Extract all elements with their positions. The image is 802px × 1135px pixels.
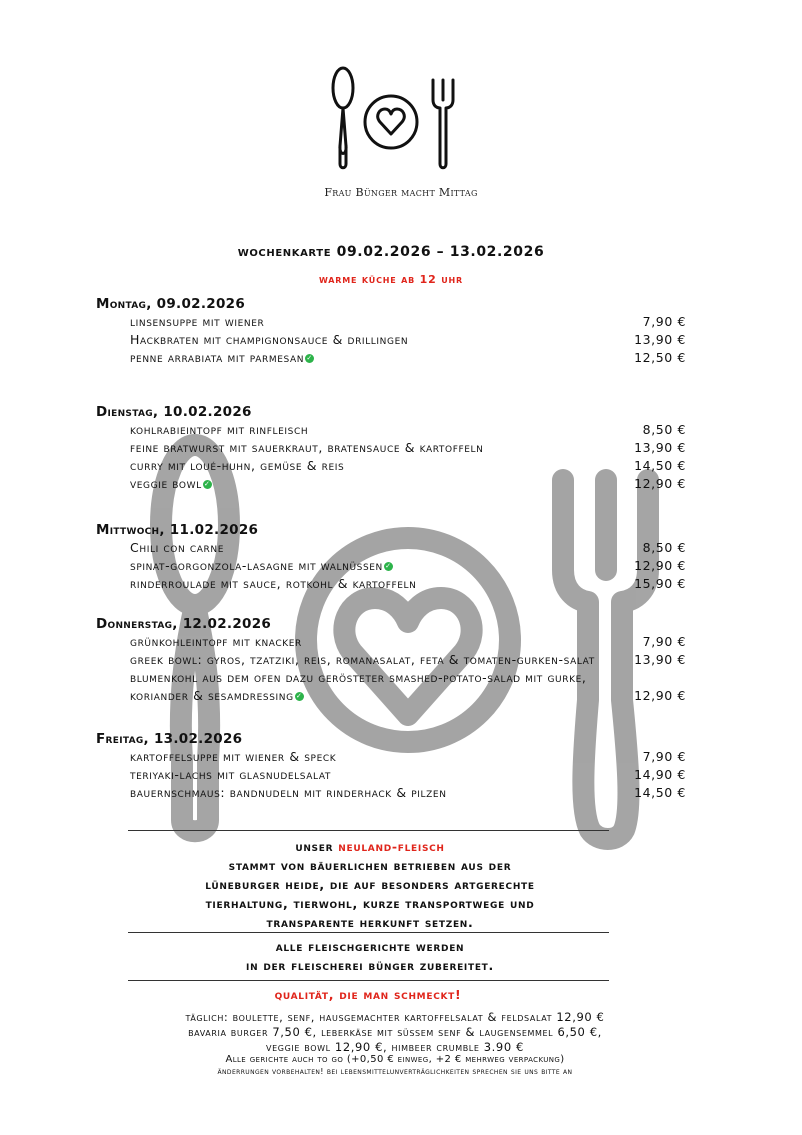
neuland-line: transparente herkunft setzen. [266,915,474,930]
dish-item [96,457,686,475]
dish-item [96,439,686,457]
dish-price: 13,90 € [634,652,686,667]
vegetarian-check-icon: ✓ [204,480,211,488]
day-title: Donnerstag, 12.02.2026 [96,616,272,632]
dish-item [96,766,686,784]
disclaimer: änderrungen vorbehalten! bei lebensmittelunverträglichkeiten sprechen sie uns bitte an [217,1067,573,1076]
butcher-line: in der fleischerei bünger zubereitet. [246,958,494,973]
divider [128,830,609,831]
dish-item [96,421,686,439]
dish-name: Hackbraten mit champignonsauce & drillingen [130,332,409,347]
dish-item [96,331,686,349]
quality-slogan: qualität, die man schmeckt! [274,987,462,1002]
day-thursday [96,615,686,730]
dish-price: 13,90 € [634,332,686,347]
dish-item [96,784,686,802]
dish-name: linsensuppe mit wiener [130,314,265,329]
cutlery-heart-logo-icon [323,66,463,176]
dish-item [96,651,686,669]
dish-price: 12,90 € [634,688,686,703]
day-title: Freitag, 13.02.2026 [96,731,243,747]
daily-line: täglich: boulette, senf, hausgemachter kartoffelsalat & feldsalat 12,90 € [185,1010,605,1024]
dish-price: 8,50 € [642,540,686,555]
day-title: Montag, 09.02.2026 [96,296,246,312]
dish-price: 14,90 € [634,767,686,782]
dish-name: teriyaki-lachs mit glasnudelsalat [130,767,331,782]
day-title: Dienstag, 10.02.2026 [96,404,252,420]
neuland-info [120,837,620,932]
dish-price: 7,90 € [642,314,686,329]
dish-item [96,349,686,367]
day-friday [96,730,686,802]
dish-item [96,313,686,331]
dish-name: grünkohleintopf mit knacker [130,634,302,649]
dish-name: bauernschmaus: bandnudeln mit rinderhack & pilzen [130,785,447,800]
dish-name: curry mit loué-huhn, gemüse & reis [130,458,345,473]
dish-price: 15,90 € [634,576,686,591]
dish-item [96,557,686,575]
dish-name: spinat-gorgonzola-lasagne mit walnüssen [130,558,383,573]
dish-item [96,539,686,557]
neuland-line: lüneburger heide, die auf besonders artgerechte [205,877,535,892]
vegetarian-check-icon: ✓ [295,692,303,700]
hot-kitchen-note: warme küche ab 12 uhr [319,273,463,286]
divider [128,980,609,981]
divider [128,932,609,933]
dish-price: 12,90 € [634,558,686,573]
dish-name: rinderroulade mit sauce, rotkohl & kartoffeln [130,576,417,591]
daily-dishes [90,1010,700,1055]
neuland-line: stammt von bäuerlichen betrieben aus der [228,858,512,873]
dish-name: Chili con carne [130,540,224,555]
week-title: wochenkarte 09.02.2026 – 13.02.2026 [237,244,545,260]
dish-price: 14,50 € [634,785,686,800]
dish-name: blumenkohl aus dem ofen dazu gerösteter smashed-potato-salad mit gurke, koriander & sesamdressing [130,670,587,703]
daily-line: veggie bowl 12,90 €, himbeer crumble 3.90 € [266,1040,524,1054]
dish-name: veggie bowl [130,476,202,491]
vegetarian-check-icon: ✓ [306,354,313,362]
dish-item [96,475,686,493]
dish-price: 12,50 € [634,350,686,365]
dish-item [96,669,686,705]
dish-name: kartoffelsuppe mit wiener & speck [130,749,337,764]
dish-price: 12,90 € [634,476,686,491]
day-title: Mittwoch, 11.02.2026 [96,522,259,538]
dish-price: 7,90 € [642,634,686,649]
dish-price: 13,90 € [634,440,686,455]
day-tuesday [96,403,686,521]
dish-item [96,575,686,593]
vegetarian-check-icon: ✓ [385,562,392,570]
dish-name: greek bowl: gyros, tzatziki, reis, romanasalat, feta & tomaten-gurken-salat [130,652,595,667]
day-wednesday [96,521,686,615]
neuland-prefix: unser [295,839,334,854]
day-monday [96,295,686,403]
dish-name: penne arrabiata mit parmesan [130,350,305,365]
to-go-note: Alle gerichte auch to go (+0,50 € einweg, +2 € mehrweg verpackung) [225,1054,565,1065]
dish-price: 7,90 € [642,749,686,764]
dish-item [96,633,686,651]
butcher-info [120,937,620,975]
dish-item [96,748,686,766]
butcher-line: alle fleischgerichte werden [275,939,465,954]
brand-name: Frau Bünger macht Mittag [324,186,478,199]
neuland-highlight: neuland-fleisch [338,839,445,854]
daily-line: bavaria burger 7,50 €, leberkäse mit süssem senf & laugensemmel 6,50 €, [188,1025,602,1039]
dish-name: kohlrabieintopf mit rinfleisch [130,422,309,437]
dish-name: feine bratwurst mit sauerkraut, bratensauce & kartoffeln [130,440,484,455]
dish-price: 8,50 € [642,422,686,437]
dish-price: 14,50 € [634,458,686,473]
weekly-menu [96,295,686,802]
neuland-line: tierhaltung, tierwohl, kurze transportwege und [205,896,535,911]
